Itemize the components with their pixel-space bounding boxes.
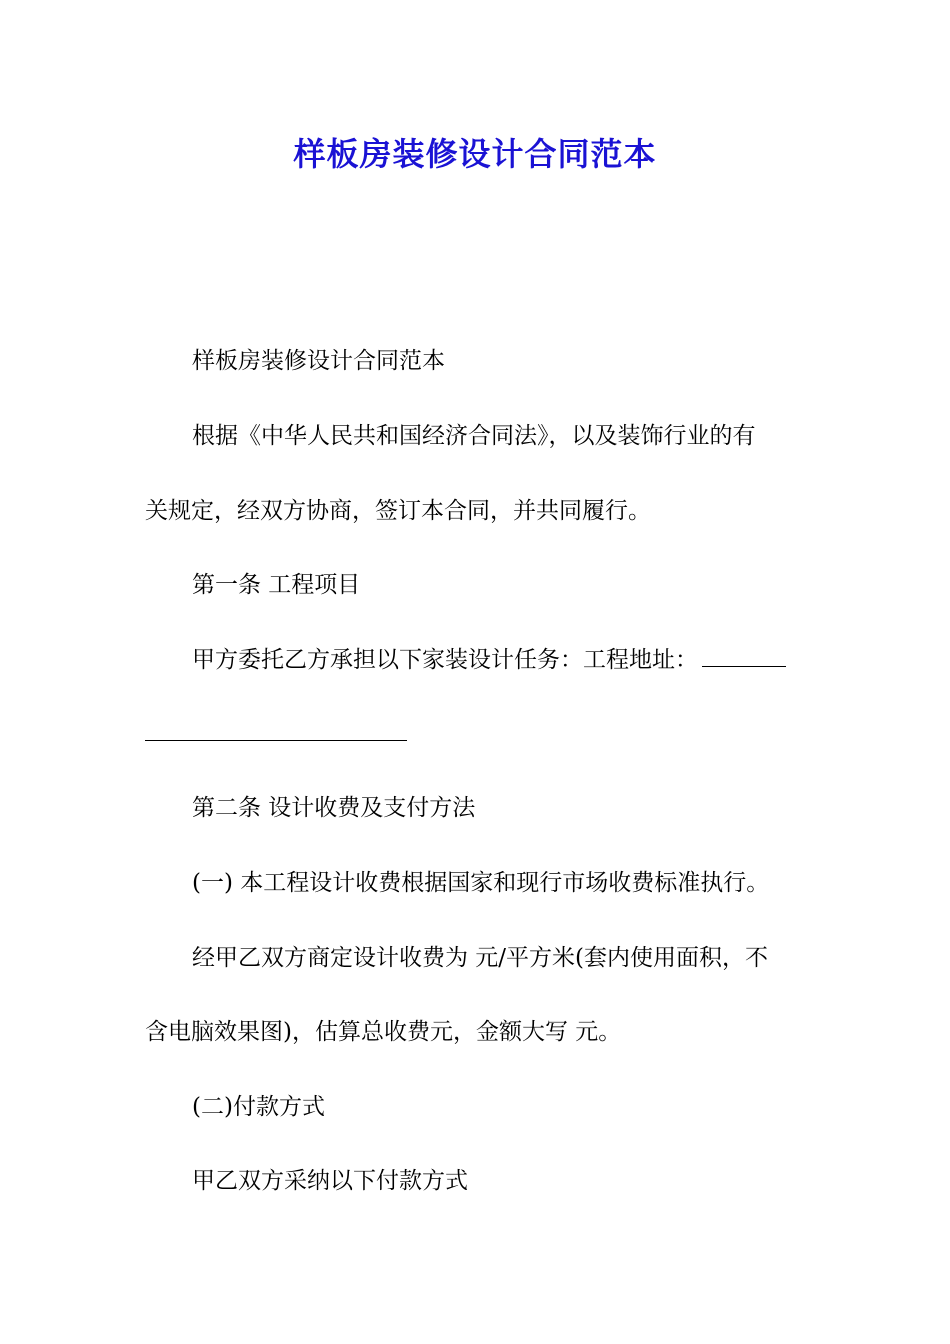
document-title: 样板房装修设计合同范本 <box>293 135 657 173</box>
article-two-heading: 第二条 设计收费及支付方法 <box>192 795 476 821</box>
address-blank-continuation <box>145 740 407 741</box>
fee-clause-line-1: 经甲乙双方商定设计收费为 元/平方米(套内使用面积，不 <box>192 945 769 971</box>
fee-clause-one: (一) 本工程设计收费根据国家和现行市场收费标准执行。 <box>192 870 770 896</box>
payment-method-heading: (二)付款方式 <box>192 1094 325 1120</box>
address-blank-line <box>702 644 786 667</box>
article-one-heading: 第一条 工程项目 <box>192 572 361 598</box>
payment-method-line: 甲乙双方采纳以下付款方式 <box>192 1168 468 1194</box>
project-address-line <box>192 642 786 678</box>
subtitle-line: 样板房装修设计合同范本 <box>192 348 445 374</box>
preamble-line-1: 根据《中华人民共和国经济合同法》，以及装饰行业的有 <box>192 423 756 449</box>
project-address-label: 甲方委托乙方承担以下家装设计任务：工程地址： <box>192 647 698 673</box>
preamble-line-2: 关规定，经双方协商，签订本合同，并共同履行。 <box>145 498 651 524</box>
fee-clause-line-2: 含电脑效果图)，估算总收费元，金额大写 元。 <box>145 1019 622 1045</box>
